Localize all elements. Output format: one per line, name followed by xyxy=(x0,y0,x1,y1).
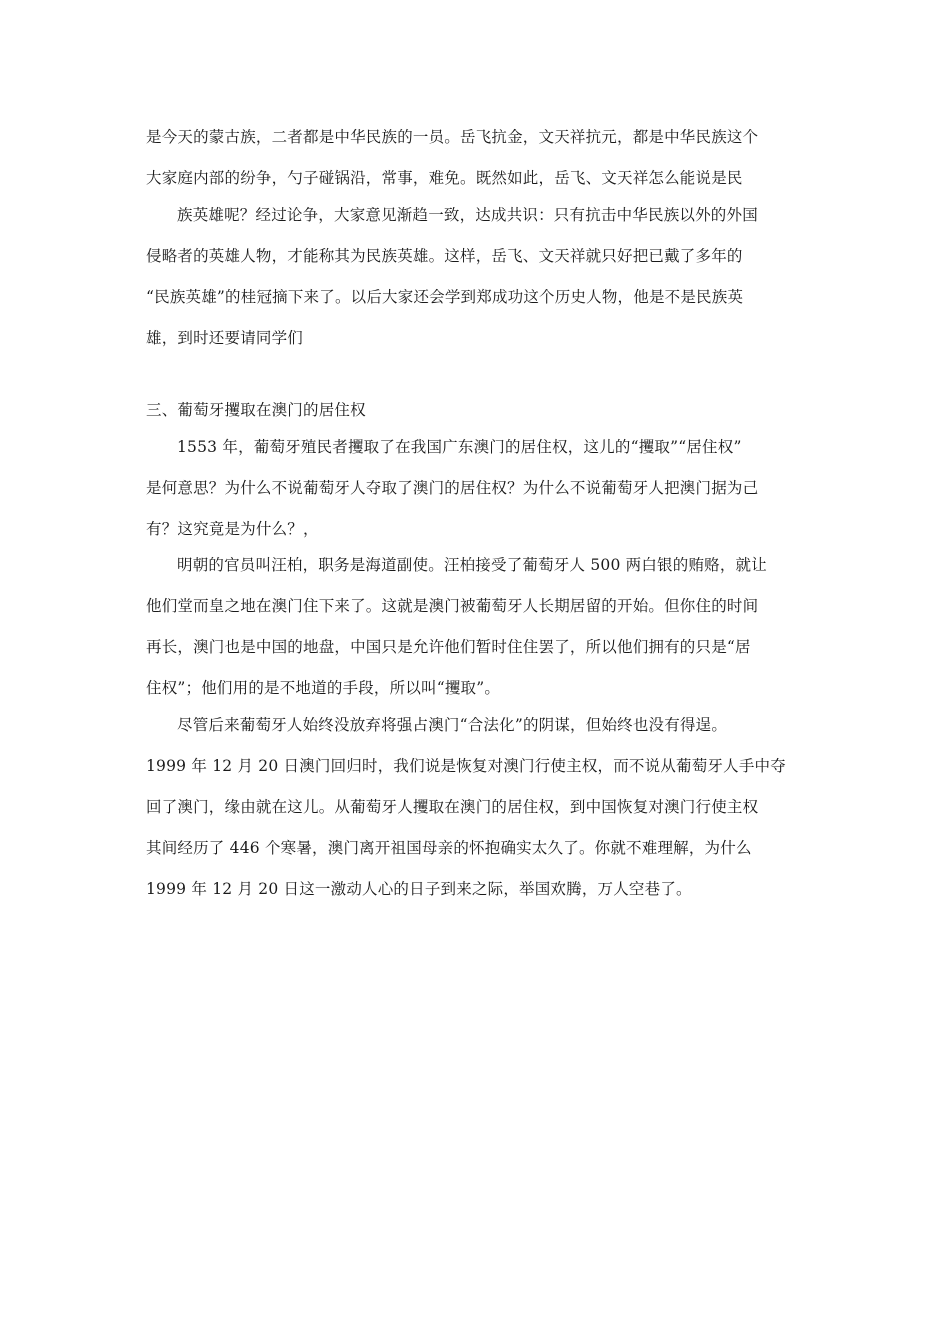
text-line: 住权”；他们用的是不地道的手段，所以叫“攫取”。 xyxy=(146,679,501,697)
text-line: 再长，澳门也是中国的地盘，中国只是允许他们暂时住住罢了，所以他们拥有的只是“居 xyxy=(146,638,751,656)
text-line: 明朝的官员叫汪柏，职务是海道副使。汪柏接受了葡萄牙人 500 两白银的贿赂，就让 xyxy=(177,556,767,574)
text-line: 侵略者的英雄人物，才能称其为民族英雄。这样，岳飞、文天祥就只好把已戴了多年的 xyxy=(146,247,743,265)
text-line: 是今天的蒙古族，二者都是中华民族的一员。岳飞抗金，文天祥抗元，都是中华民族这个 xyxy=(146,128,759,146)
text-line: 是何意思？为什么不说葡萄牙人夺取了澳门的居住权？为什么不说葡萄牙人把澳门据为己 xyxy=(146,479,759,497)
section-heading: 三、葡萄牙攫取在澳门的居住权 xyxy=(146,401,366,419)
text-line: 其间经历了 446 个寒暑，澳门离开祖国母亲的怀抱确实太久了。你就不难理解，为什么 xyxy=(146,839,752,857)
text-line: 他们堂而皇之地在澳门住下来了。这就是澳门被葡萄牙人长期居留的开始。但你住的时间 xyxy=(146,597,759,615)
text-line: 雄，到时还要请同学们 xyxy=(146,329,304,347)
text-line: 1553 年，葡萄牙殖民者攫取了在我国广东澳门的居住权，这儿的“攫取”“居住权” xyxy=(177,438,742,456)
text-line: 族英雄呢？经过论争，大家意见渐趋一致，达成共识：只有抗击中华民族以外的外国 xyxy=(177,206,758,224)
text-line: 有？这究竟是为什么？， xyxy=(146,520,319,538)
text-line: 尽管后来葡萄牙人始终没放弃将强占澳门“合法化”的阴谋，但始终也没有得逞。 xyxy=(177,716,728,734)
text-line: 大家庭内部的纷争，勺子碰锅沿，常事，难免。既然如此，岳飞、文天祥怎么能说是民 xyxy=(146,169,743,187)
text-line: “民族英雄”的桂冠摘下来了。以后大家还会学到郑成功这个历史人物，他是不是民族英 xyxy=(146,288,744,306)
text-line: 回了澳门，缘由就在这儿。从葡萄牙人攫取在澳门的居住权，到中国恢复对澳门行使主权 xyxy=(146,798,759,816)
text-line: 1999 年 12 月 20 日澳门回归时，我们说是恢复对澳门行使主权，而不说从葡萄牙人手中夺 xyxy=(146,757,786,775)
text-line: 1999 年 12 月 20 日这一激动人心的日子到来之际，举国欢腾，万人空巷了。 xyxy=(146,880,692,898)
